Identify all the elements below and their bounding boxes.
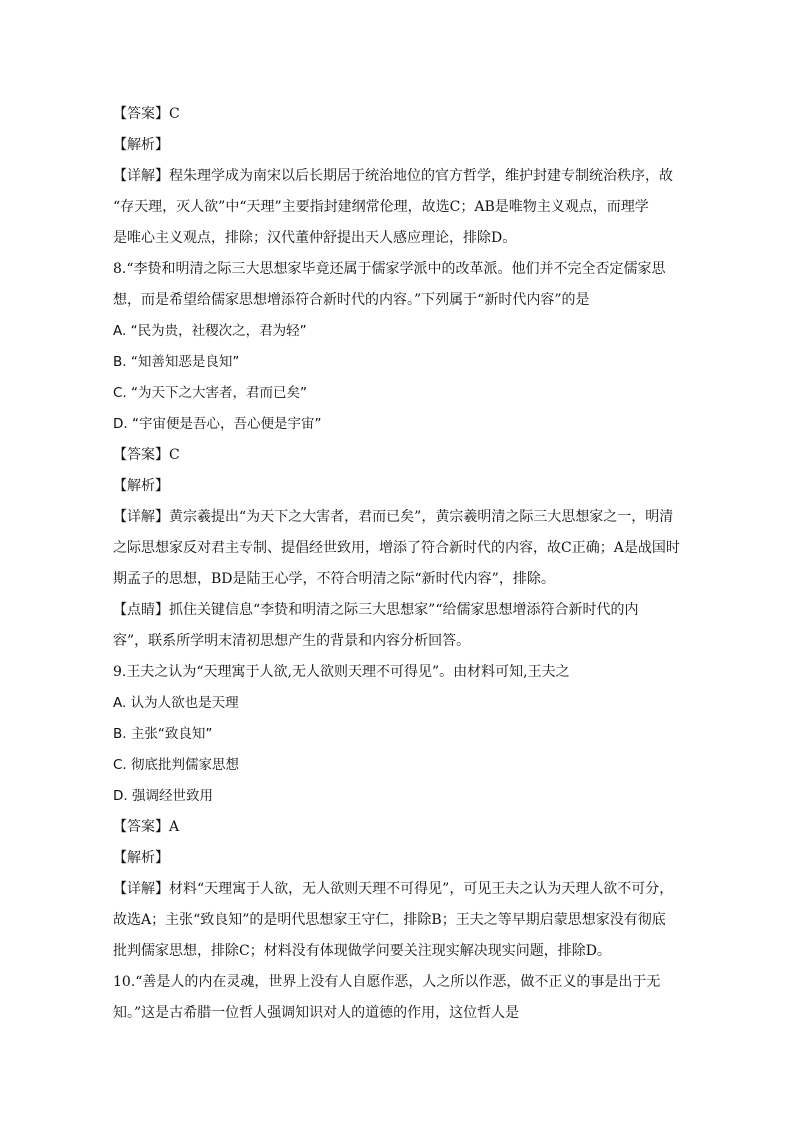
analysis-label: 【解析】 (113, 137, 169, 153)
explanation-line: 期孟子的思想，BD是陆王心学，不符合明清之际“新时代内容”，排除。 (113, 571, 555, 587)
key-point-line: 【点睛】抓住关键信息“李贽和明清之际三大思想家”“给儒家思想增添符合新时代的内 (113, 602, 639, 618)
question-9-option-d: D. 强调经世致用 (113, 788, 213, 804)
explanation-line: 是唯心主义观点，排除；汉代董仲舒提出天人感应理论，排除D。 (113, 230, 517, 246)
explanation-line: 故选A；主张“致良知”的是明代思想家王守仁，排除B；王夫之等早期启蒙思想家没有彻底 (113, 912, 666, 928)
explanation-line: 【详解】黄宗羲提出“为天下之大害者，君而已矣”，黄宗羲明清之际三大思想家之一，明清 (113, 509, 674, 525)
answer-label: 【答案】C (113, 447, 180, 463)
question-10-stem: 10.“善是人的内在灵魂，世界上没有人自愿作恶，人之所以作恶，做不正义的事是出于无 (113, 974, 661, 990)
key-point-line: 容”，联系所学明末清初思想产生的背景和内容分析回答。 (113, 633, 471, 649)
question-8-option-d: D. “宇宙便是吾心，吾心便是宇宙” (113, 416, 322, 432)
question-8-stem: 8.“李贽和明清之际三大思想家毕竟还属于儒家学派中的改革派。他们并不完全否定儒家思 (113, 261, 666, 277)
question-9-stem: 9.王夫之认为“天理寓于人欲,无人欲则天理不可得见”。由材料可知,王夫之 (113, 664, 570, 680)
analysis-label: 【解析】 (113, 850, 169, 866)
explanation-line: “存天理，灭人欲”中“天理”主要指封建纲常伦理，故选C；AB是唯物主义观点，而理学 (113, 199, 649, 215)
explanation-line: 之际思想家反对君主专制、提倡经世致用，增添了符合新时代的内容，故C正确；A是战国时 (113, 540, 680, 556)
answer-label: 【答案】A (113, 819, 180, 835)
question-8-option-a: A. “民为贵，社稷次之，君为轻” (113, 323, 307, 339)
analysis-label: 【解析】 (113, 478, 169, 494)
question-9-option-b: B. 主张“致良知” (113, 726, 213, 742)
question-8-option-c: C. “为天下之大害者，君而已矣” (113, 385, 307, 401)
explanation-line: 【详解】材料“天理寓于人欲，无人欲则天理不可得见”，可见王夫之认为天理人欲不可分， (113, 881, 674, 897)
answer-label: 【答案】C (113, 106, 180, 122)
explanation-line: 批判儒家思想，排除C；材料没有体现做学问要关注现实解决现实问题，排除D。 (113, 943, 611, 959)
question-9-option-c: C. 彻底批判儒家思想 (113, 757, 240, 773)
question-10-stem: 知。”这是古希腊一位哲人强调知识对人的道德的作用，这位哲人是 (113, 1005, 520, 1021)
question-9-option-a: A. 认为人欲也是天理 (113, 695, 239, 711)
explanation-line: 【详解】程朱理学成为南宋以后长期居于统治地位的官方哲学，维护封建专制统治秩序，故 (113, 168, 673, 184)
question-8-stem: 想，而是希望给儒家思想增添符合新时代的内容。”下列属于“新时代内容”的是 (113, 292, 590, 308)
question-8-option-b: B. “知善知恶是良知” (113, 354, 240, 370)
